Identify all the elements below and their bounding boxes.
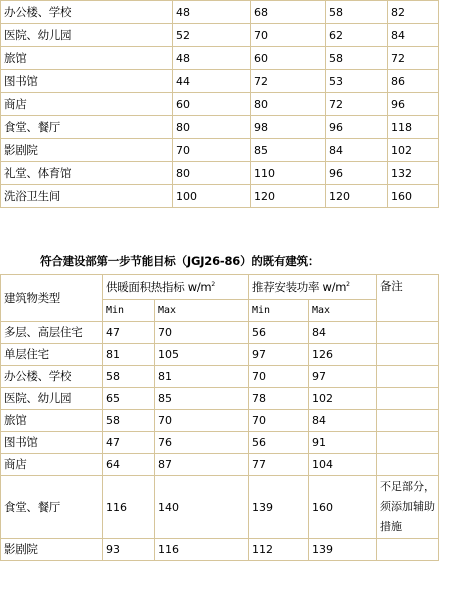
value-cell: 81 bbox=[155, 366, 249, 388]
value-cell: 72 bbox=[251, 70, 326, 93]
value-cell: 78 bbox=[249, 388, 309, 410]
value-cell: 82 bbox=[388, 1, 439, 24]
value-cell: 47 bbox=[103, 322, 155, 344]
value-cell: 70 bbox=[249, 410, 309, 432]
value-cell: 65 bbox=[103, 388, 155, 410]
table-row bbox=[1, 366, 439, 388]
value-cell: 70 bbox=[173, 139, 251, 162]
table-row bbox=[1, 1, 439, 24]
value-cell: 105 bbox=[155, 344, 249, 366]
remark-cell bbox=[377, 388, 439, 410]
value-cell: 80 bbox=[173, 116, 251, 139]
value-cell: 56 bbox=[249, 322, 309, 344]
value-cell: 77 bbox=[249, 454, 309, 476]
value-cell: 44 bbox=[173, 70, 251, 93]
building-type-cell: 单层住宅 bbox=[1, 344, 103, 366]
table-row bbox=[1, 185, 439, 208]
value-cell: 110 bbox=[251, 162, 326, 185]
value-cell: 84 bbox=[388, 24, 439, 47]
value-cell: 84 bbox=[326, 139, 388, 162]
header-install-power: 推荐安装功率 $w/m^2$ bbox=[249, 275, 377, 300]
building-type-cell: 医院、幼儿园 bbox=[1, 24, 173, 47]
value-cell: 60 bbox=[251, 47, 326, 70]
subheader-max: Max bbox=[155, 300, 249, 322]
remark-cell bbox=[377, 410, 439, 432]
value-cell: 64 bbox=[103, 454, 155, 476]
value-cell: 86 bbox=[388, 70, 439, 93]
value-cell: 104 bbox=[309, 454, 377, 476]
table-header-row bbox=[1, 275, 439, 300]
remark-cell bbox=[377, 539, 439, 561]
table-row bbox=[1, 344, 439, 366]
value-cell: 70 bbox=[251, 24, 326, 47]
table-row bbox=[1, 162, 439, 185]
subheader-min: Min bbox=[103, 300, 155, 322]
building-type-cell: 办公楼、学校 bbox=[1, 366, 103, 388]
table-row bbox=[1, 476, 439, 539]
building-type-cell: 洗浴卫生间 bbox=[1, 185, 173, 208]
building-type-cell: 医院、幼儿园 bbox=[1, 388, 103, 410]
header-building-type: 建筑物类型 bbox=[1, 275, 103, 322]
building-type-cell: 办公楼、学校 bbox=[1, 1, 173, 24]
value-cell: 48 bbox=[173, 1, 251, 24]
value-cell: 70 bbox=[155, 410, 249, 432]
value-cell: 96 bbox=[388, 93, 439, 116]
value-cell: 58 bbox=[103, 366, 155, 388]
building-type-cell: 图书馆 bbox=[1, 432, 103, 454]
value-cell: 96 bbox=[326, 162, 388, 185]
remark-cell bbox=[377, 366, 439, 388]
building-type-cell: 多层、高层住宅 bbox=[1, 322, 103, 344]
remark-cell bbox=[377, 454, 439, 476]
value-cell: 52 bbox=[173, 24, 251, 47]
value-cell: 120 bbox=[251, 185, 326, 208]
building-type-cell: 旅馆 bbox=[1, 410, 103, 432]
value-cell: 160 bbox=[388, 185, 439, 208]
value-cell: 93 bbox=[103, 539, 155, 561]
table-row bbox=[1, 93, 439, 116]
value-cell: 76 bbox=[155, 432, 249, 454]
building-type-cell: 商店 bbox=[1, 93, 173, 116]
subheader-max: Max bbox=[309, 300, 377, 322]
value-cell: 84 bbox=[309, 322, 377, 344]
table-row bbox=[1, 388, 439, 410]
section-heading: 符合建设部第一步节能目标（JGJ26-86）的既有建筑： bbox=[40, 254, 320, 268]
building-type-cell: 影剧院 bbox=[1, 539, 103, 561]
building-type-cell: 食堂、餐厅 bbox=[1, 476, 103, 539]
value-cell: 116 bbox=[103, 476, 155, 539]
value-cell: 84 bbox=[309, 410, 377, 432]
table-row bbox=[1, 454, 439, 476]
value-cell: 97 bbox=[249, 344, 309, 366]
value-cell: 81 bbox=[103, 344, 155, 366]
building-type-cell: 食堂、餐厅 bbox=[1, 116, 173, 139]
energy-saving-table bbox=[0, 274, 439, 561]
header-remarks: 备注 bbox=[377, 275, 439, 322]
value-cell: 85 bbox=[251, 139, 326, 162]
value-cell: 116 bbox=[155, 539, 249, 561]
heating-table-top bbox=[0, 0, 439, 208]
value-cell: 112 bbox=[249, 539, 309, 561]
value-cell: 87 bbox=[155, 454, 249, 476]
value-cell: 68 bbox=[251, 1, 326, 24]
value-cell: 56 bbox=[249, 432, 309, 454]
header-heating-index: 供暖面积热指标 $w/m^2$ bbox=[103, 275, 249, 300]
value-cell: 96 bbox=[326, 116, 388, 139]
table-row bbox=[1, 47, 439, 70]
value-cell: 48 bbox=[173, 47, 251, 70]
value-cell: 72 bbox=[388, 47, 439, 70]
table-row bbox=[1, 322, 439, 344]
value-cell: 98 bbox=[251, 116, 326, 139]
value-cell: 140 bbox=[155, 476, 249, 539]
building-type-cell: 影剧院 bbox=[1, 139, 173, 162]
value-cell: 58 bbox=[326, 1, 388, 24]
value-cell: 102 bbox=[309, 388, 377, 410]
value-cell: 85 bbox=[155, 388, 249, 410]
table-row bbox=[1, 432, 439, 454]
value-cell: 132 bbox=[388, 162, 439, 185]
value-cell: 126 bbox=[309, 344, 377, 366]
value-cell: 58 bbox=[103, 410, 155, 432]
remark-cell bbox=[377, 344, 439, 366]
value-cell: 60 bbox=[173, 93, 251, 116]
value-cell: 120 bbox=[326, 185, 388, 208]
table-row bbox=[1, 139, 439, 162]
value-cell: 80 bbox=[251, 93, 326, 116]
value-cell: 100 bbox=[173, 185, 251, 208]
building-type-cell: 旅馆 bbox=[1, 47, 173, 70]
value-cell: 118 bbox=[388, 116, 439, 139]
value-cell: 62 bbox=[326, 24, 388, 47]
building-type-cell: 图书馆 bbox=[1, 70, 173, 93]
value-cell: 47 bbox=[103, 432, 155, 454]
subheader-min: Min bbox=[249, 300, 309, 322]
table-row bbox=[1, 410, 439, 432]
value-cell: 53 bbox=[326, 70, 388, 93]
value-cell: 139 bbox=[249, 476, 309, 539]
value-cell: 58 bbox=[326, 47, 388, 70]
value-cell: 72 bbox=[326, 93, 388, 116]
remark-cell: 不足部分，须添加辅助措施 bbox=[377, 476, 439, 539]
value-cell: 102 bbox=[388, 139, 439, 162]
remark-cell bbox=[377, 322, 439, 344]
value-cell: 70 bbox=[155, 322, 249, 344]
table-row bbox=[1, 24, 439, 47]
building-type-cell: 礼堂、体育馆 bbox=[1, 162, 173, 185]
value-cell: 80 bbox=[173, 162, 251, 185]
table-row bbox=[1, 70, 439, 93]
table-row bbox=[1, 539, 439, 561]
value-cell: 91 bbox=[309, 432, 377, 454]
value-cell: 97 bbox=[309, 366, 377, 388]
table-row bbox=[1, 116, 439, 139]
value-cell: 70 bbox=[249, 366, 309, 388]
building-type-cell: 商店 bbox=[1, 454, 103, 476]
remark-cell bbox=[377, 432, 439, 454]
value-cell: 160 bbox=[309, 476, 377, 539]
heating-table-top-body bbox=[1, 1, 439, 208]
energy-saving-table-body bbox=[1, 275, 439, 561]
value-cell: 139 bbox=[309, 539, 377, 561]
